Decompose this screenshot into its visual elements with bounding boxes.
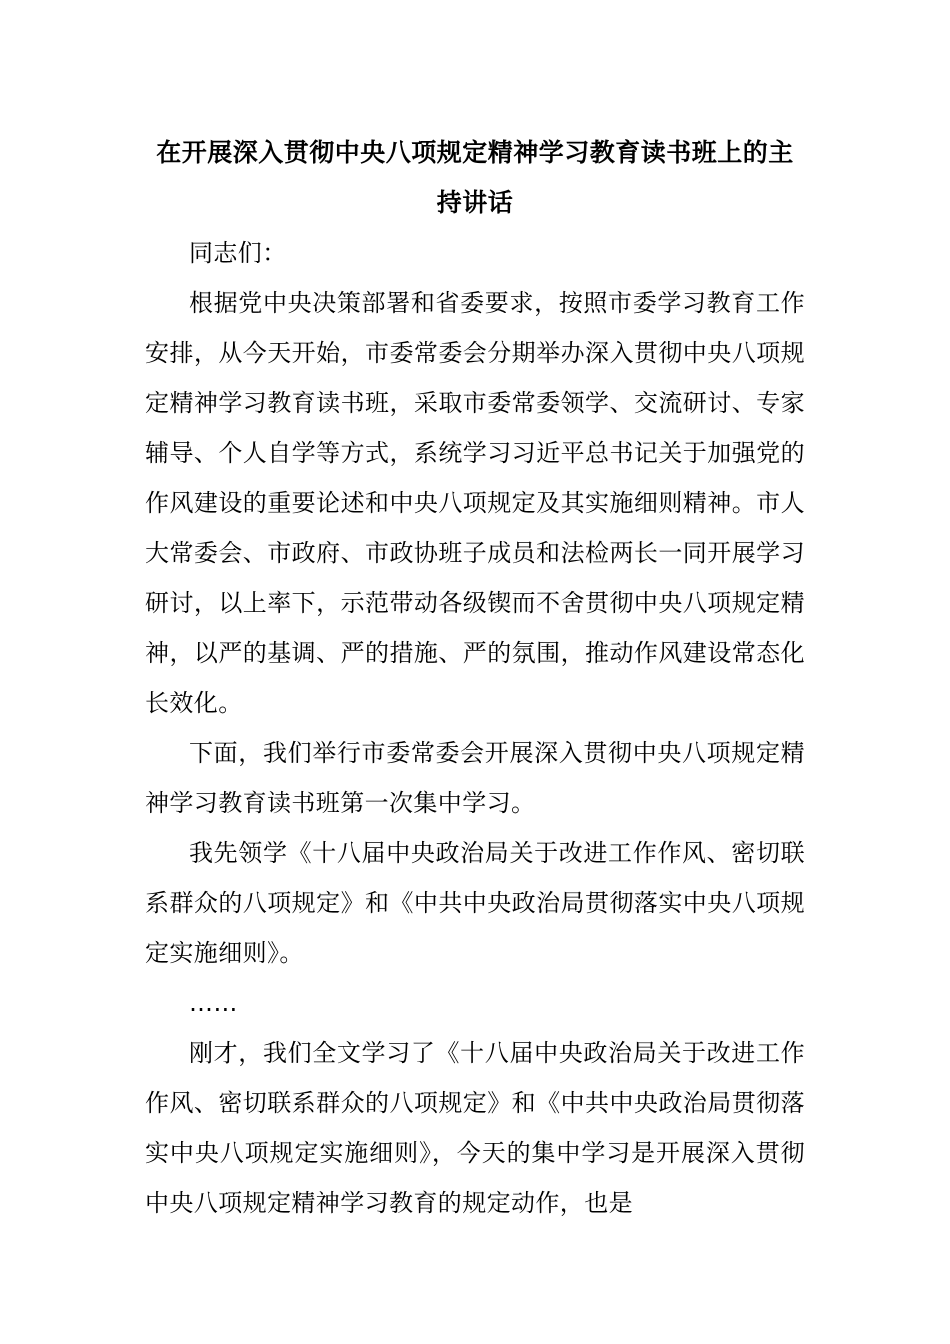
paragraph-lead-study: 我先领学《十八届中央政治局关于改进工作作风、密切联系群众的八项规定》和《中共中央政治局贯彻落实中央八项规定实施细则》。	[145, 839, 805, 967]
paragraph-background: 根据党中央决策部署和省委要求，按照市委学习教育工作安排，从今天开始，市委常委会分期举办深入贯彻中央八项规定精神学习教育读书班，采取市委常委领学、交流研讨、专家辅导、个人自学等方式，系统学习习近平总书记关于加强党的作风建设的重要论述和中央八项规定及其实施细则精神。市人大常委会、市政府、市政协班子成员和法检两长一同开展学习研讨，以上率下，示范带动各级锲而不舍贯彻中央八项规定精神，以严的基调、严的措施、严的氛围，推动作风建设常态化长效化。	[145, 289, 805, 717]
paragraph-ellipsis: ……	[189, 989, 238, 1017]
paragraph-summary: 刚才，我们全文学习了《十八届中央政治局关于改进工作作风、密切联系群众的八项规定》和《中共中央政治局贯彻落实中央八项规定实施细则》，今天的集中学习是开展深入贯彻中央八项规定精神学习教育的规定动作，也是	[145, 1039, 805, 1217]
document-page	[145, 128, 805, 1228]
document-title: 在开展深入贯彻中央八项规定精神学习教育读书班上的主持讲话	[156, 138, 794, 217]
paragraph-greeting: 同志们：	[189, 239, 287, 267]
paragraph-agenda: 下面，我们举行市委常委会开展深入贯彻中央八项规定精神学习教育读书班第一次集中学习。	[145, 739, 805, 817]
